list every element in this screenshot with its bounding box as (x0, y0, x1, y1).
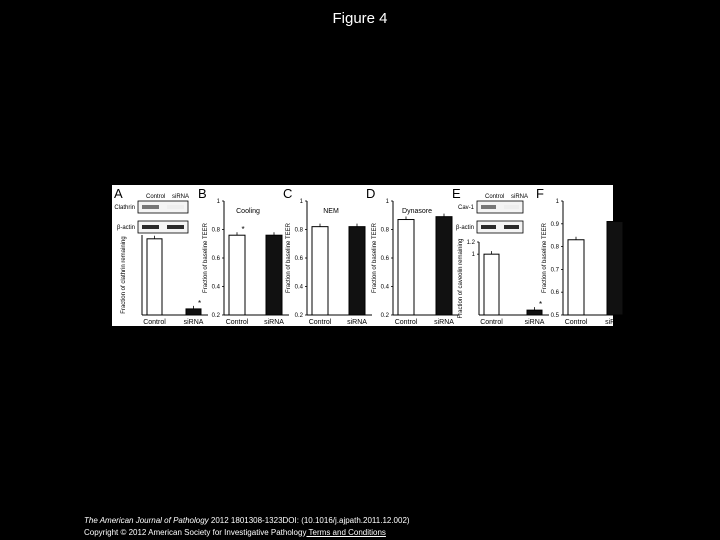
panel-d-y-tick-label: 0.6 (380, 256, 389, 262)
panel-f-y-tick-label: 1 (555, 199, 559, 205)
panel-a-blot-band (167, 225, 184, 229)
panel-f-x-tick-label: siRNA (605, 319, 625, 326)
panel-e-letter: E (452, 186, 461, 201)
panel-f-y-tick-label: 0.7 (550, 267, 559, 274)
footer-copyright (84, 528, 386, 537)
panel-c-y-tick-label: 0.2 (294, 313, 303, 319)
panel-d-letter: D (366, 186, 376, 201)
panel-f-bar-sirna (607, 222, 623, 315)
panel-f-y-tick-label: 0.6 (550, 290, 559, 297)
panel-e-blot-band (481, 225, 496, 229)
panel-c-bar-sirna (349, 227, 365, 315)
panel-b-x-tick-label: siRNA (264, 319, 284, 326)
journal-name: The American Journal of Pathology (84, 516, 209, 525)
panel-a-blot-band (142, 225, 159, 229)
panel-a-x-tick-label: Control (143, 319, 166, 326)
panel-b-y-tick-label: 1 (216, 199, 220, 205)
panel-e-y-label: Fraction of caveolin remaining (458, 238, 464, 319)
panel-a-blot-row-label: β-actin (116, 225, 135, 231)
copyright-text: Copyright © 2012 American Society for Investigative Pathology (84, 528, 307, 537)
panel-c-x-tick-label: Control (308, 319, 332, 326)
panel-a-bar-sirna (186, 309, 201, 315)
panel-b-title: Cooling (236, 208, 260, 215)
panel-d-y-tick-label: 0.2 (380, 313, 389, 319)
panel-b-y-tick-label: 0.2 (211, 313, 220, 319)
panel-d-y-tick-label: 0.8 (380, 227, 389, 234)
panel-b-x-tick-label: Control (225, 319, 249, 326)
panel-b-bar-sirna (266, 235, 282, 315)
panel-e-significance-mark: * (538, 300, 543, 310)
panel-e-x-tick-label: Control (480, 319, 503, 326)
footer-citation (84, 516, 410, 525)
figure-4-image (112, 185, 625, 326)
panel-c-y-tick-label: 1 (299, 199, 303, 205)
panel-e-blot-header: siRNA (511, 194, 529, 200)
panel-f-y-label: Fraction of baseline TEER (542, 223, 548, 293)
figure-4-panels (112, 185, 625, 326)
panel-f-x-tick-label: Control (564, 319, 588, 326)
panel-b-significance-mark: * (241, 225, 245, 235)
panel-d-x-tick-label: siRNA (434, 319, 454, 326)
panel-c-y-label: Fraction of baseline TEER (286, 223, 292, 293)
panel-e-y-tick-label: 1 (471, 252, 475, 259)
panel-c-letter: C (283, 186, 293, 201)
panel-e-x-tick-label: siRNA (524, 319, 545, 326)
panel-e-bar-sirna (527, 310, 542, 315)
panel-a-y-label: Fraction of clathrin remaining (121, 236, 127, 314)
citation-text: 2012 1801308-1323DOI: (10.1016/j.ajpath.2011.12.002) (208, 516, 410, 525)
panel-f-bar-control (568, 240, 584, 315)
panel-a-blot-header: Control (146, 194, 166, 200)
panel-a-letter: A (114, 186, 123, 201)
panel-e-blot-band (481, 205, 496, 209)
panel-b-bar-control (229, 235, 245, 315)
panel-a-blot-band (167, 205, 184, 209)
panel-c-x-tick-label: siRNA (347, 319, 367, 326)
slide-title: Figure 4 (332, 10, 388, 27)
panel-c-title: NEM (323, 208, 339, 215)
panel-e-blot-header: Control (485, 194, 505, 200)
panel-f-letter: F (536, 186, 544, 201)
panel-e-blot-row-label: β-actin (455, 225, 474, 231)
panel-d-bar-control (398, 220, 414, 315)
panel-f-significance-mark: * (619, 211, 623, 221)
panel-a-x-tick-label: siRNA (183, 319, 204, 326)
panel-b-y-tick-label: 0.4 (211, 284, 220, 291)
panel-b-y-tick-label: 0.6 (211, 256, 220, 262)
panel-d-y-tick-label: 1 (385, 199, 389, 205)
panel-c-bar-control (312, 227, 328, 315)
panel-d-bar-sirna (436, 217, 452, 315)
panel-d-y-tick-label: 0.4 (380, 284, 389, 291)
panel-e-blot-band (504, 205, 519, 209)
panel-d-y-label: Fraction of baseline TEER (372, 223, 378, 293)
panel-e-blot-row-label: Cav-1 (457, 205, 474, 211)
panel-c-y-tick-label: 0.6 (294, 256, 303, 262)
panel-d-title: Dynasore (402, 208, 432, 215)
panel-a-blot-header: siRNA (172, 194, 190, 200)
panel-b-letter: B (198, 186, 207, 201)
panel-e-bar-control (484, 254, 499, 315)
panel-a-blot-row-label: Clathrin (114, 205, 135, 211)
panel-b-y-tick-label: 0.8 (211, 227, 220, 234)
panel-f-y-tick-label: 0.5 (550, 313, 559, 319)
panel-b-y-label: Fraction of baseline TEER (203, 223, 209, 293)
panel-a-blot-band (142, 205, 159, 209)
panel-f-y-tick-label: 0.8 (550, 244, 559, 251)
terms-link[interactable]: Terms and Conditions (306, 528, 386, 537)
panel-a-significance-mark: * (197, 298, 202, 308)
panel-d-x-tick-label: Control (394, 319, 418, 326)
panel-c-y-tick-label: 0.4 (294, 284, 303, 291)
panel-f-y-tick-label: 0.9 (550, 221, 559, 228)
panel-c-y-tick-label: 0.8 (294, 227, 303, 234)
panel-e-blot-band (504, 225, 519, 229)
panel-e-y-tick-label: 1.2 (466, 240, 475, 246)
panel-a-bar-control (147, 239, 162, 315)
